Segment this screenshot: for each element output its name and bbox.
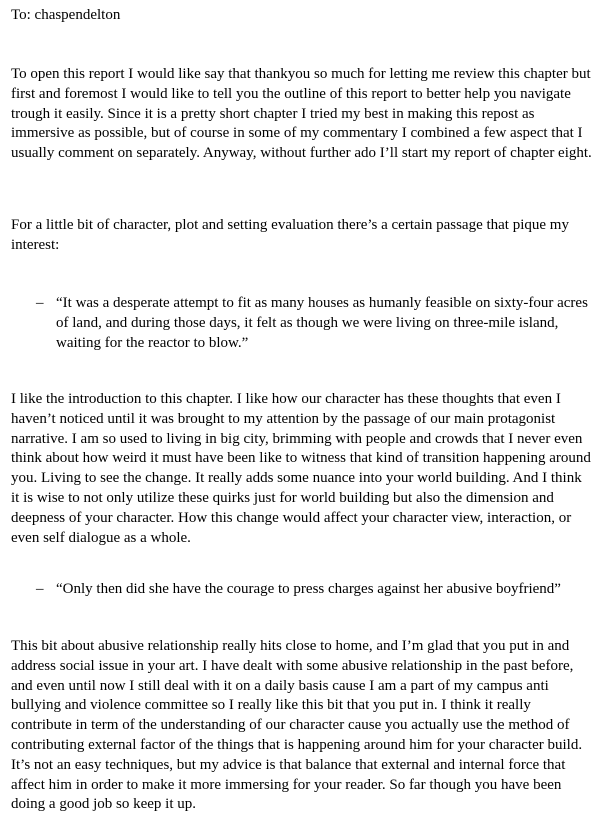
paragraph-introduction-response: I like the introduction to this chapter. I like how our character has these thoughts that even I haven’t noticed until it was brought to my attention by the passage of our main protagonist narrative. I am so used to living in big city, brimming with people and crowds that I never even think about how weird it must have been like to witness that kind of transition happening around you. Living to see the change. It really adds some nuance into your world building. And I think it is wise to not only utilize these quirks just for world building but also the dimension and deepness of your character. How this change would affect your character view, interaction, or even self dialogue as a whole.	[11, 391, 591, 546]
paragraph-intro: To open this report I would like say that thankyou so much for letting me review this chapter but first and foremost I would like to tell you the outline of this report to better help you navigate trough it easily. Since it is a pretty short chapter I tried my best in making this repost as immersive as possible, but of course in some of my commentary I combined a few aspect that I usually comment on separately. Anyway, without further ado I’ll start my report of chapter eight.	[11, 66, 592, 162]
quote-block-1	[36, 294, 592, 353]
dash-bullet: –	[36, 295, 44, 311]
dash-bullet: –	[36, 581, 44, 597]
quote-block-2	[36, 580, 592, 600]
paragraph-evaluation: For a little bit of character, plot and setting evaluation there’s a certain passage that pique my interest:	[11, 217, 569, 253]
paragraph-abuse-response: This bit about abusive relationship really hits close to home, and I’m glad that you put in and address social issue in your art. I have dealt with some abusive relationship in the past before, and even until now I still deal with it on a daily basis cause I am a part of my campus anti bullying and violence committee so I really like this bit that you put in. I think it really contribute in term of the understanding of our character cause you actually use the method of contributing external factor of the things that is happening around him for your character build. It’s not an easy techniques, but my advice is that balance that external and internal force that affect him in order to make it more immersing for your reader. So far though you have been doing a good job so keep it up.	[11, 638, 583, 813]
quote-text: “It was a desperate attempt to fit as many houses as humanly feasible on sixty-four acres of land, and during those days, it felt as though we were living on three-mile island, waiting for the reactor to blow.”	[56, 295, 588, 351]
recipient-line: To: chaspendelton	[11, 7, 121, 23]
quote-text: “Only then did she have the courage to press charges against her abusive boyfriend”	[56, 581, 561, 597]
